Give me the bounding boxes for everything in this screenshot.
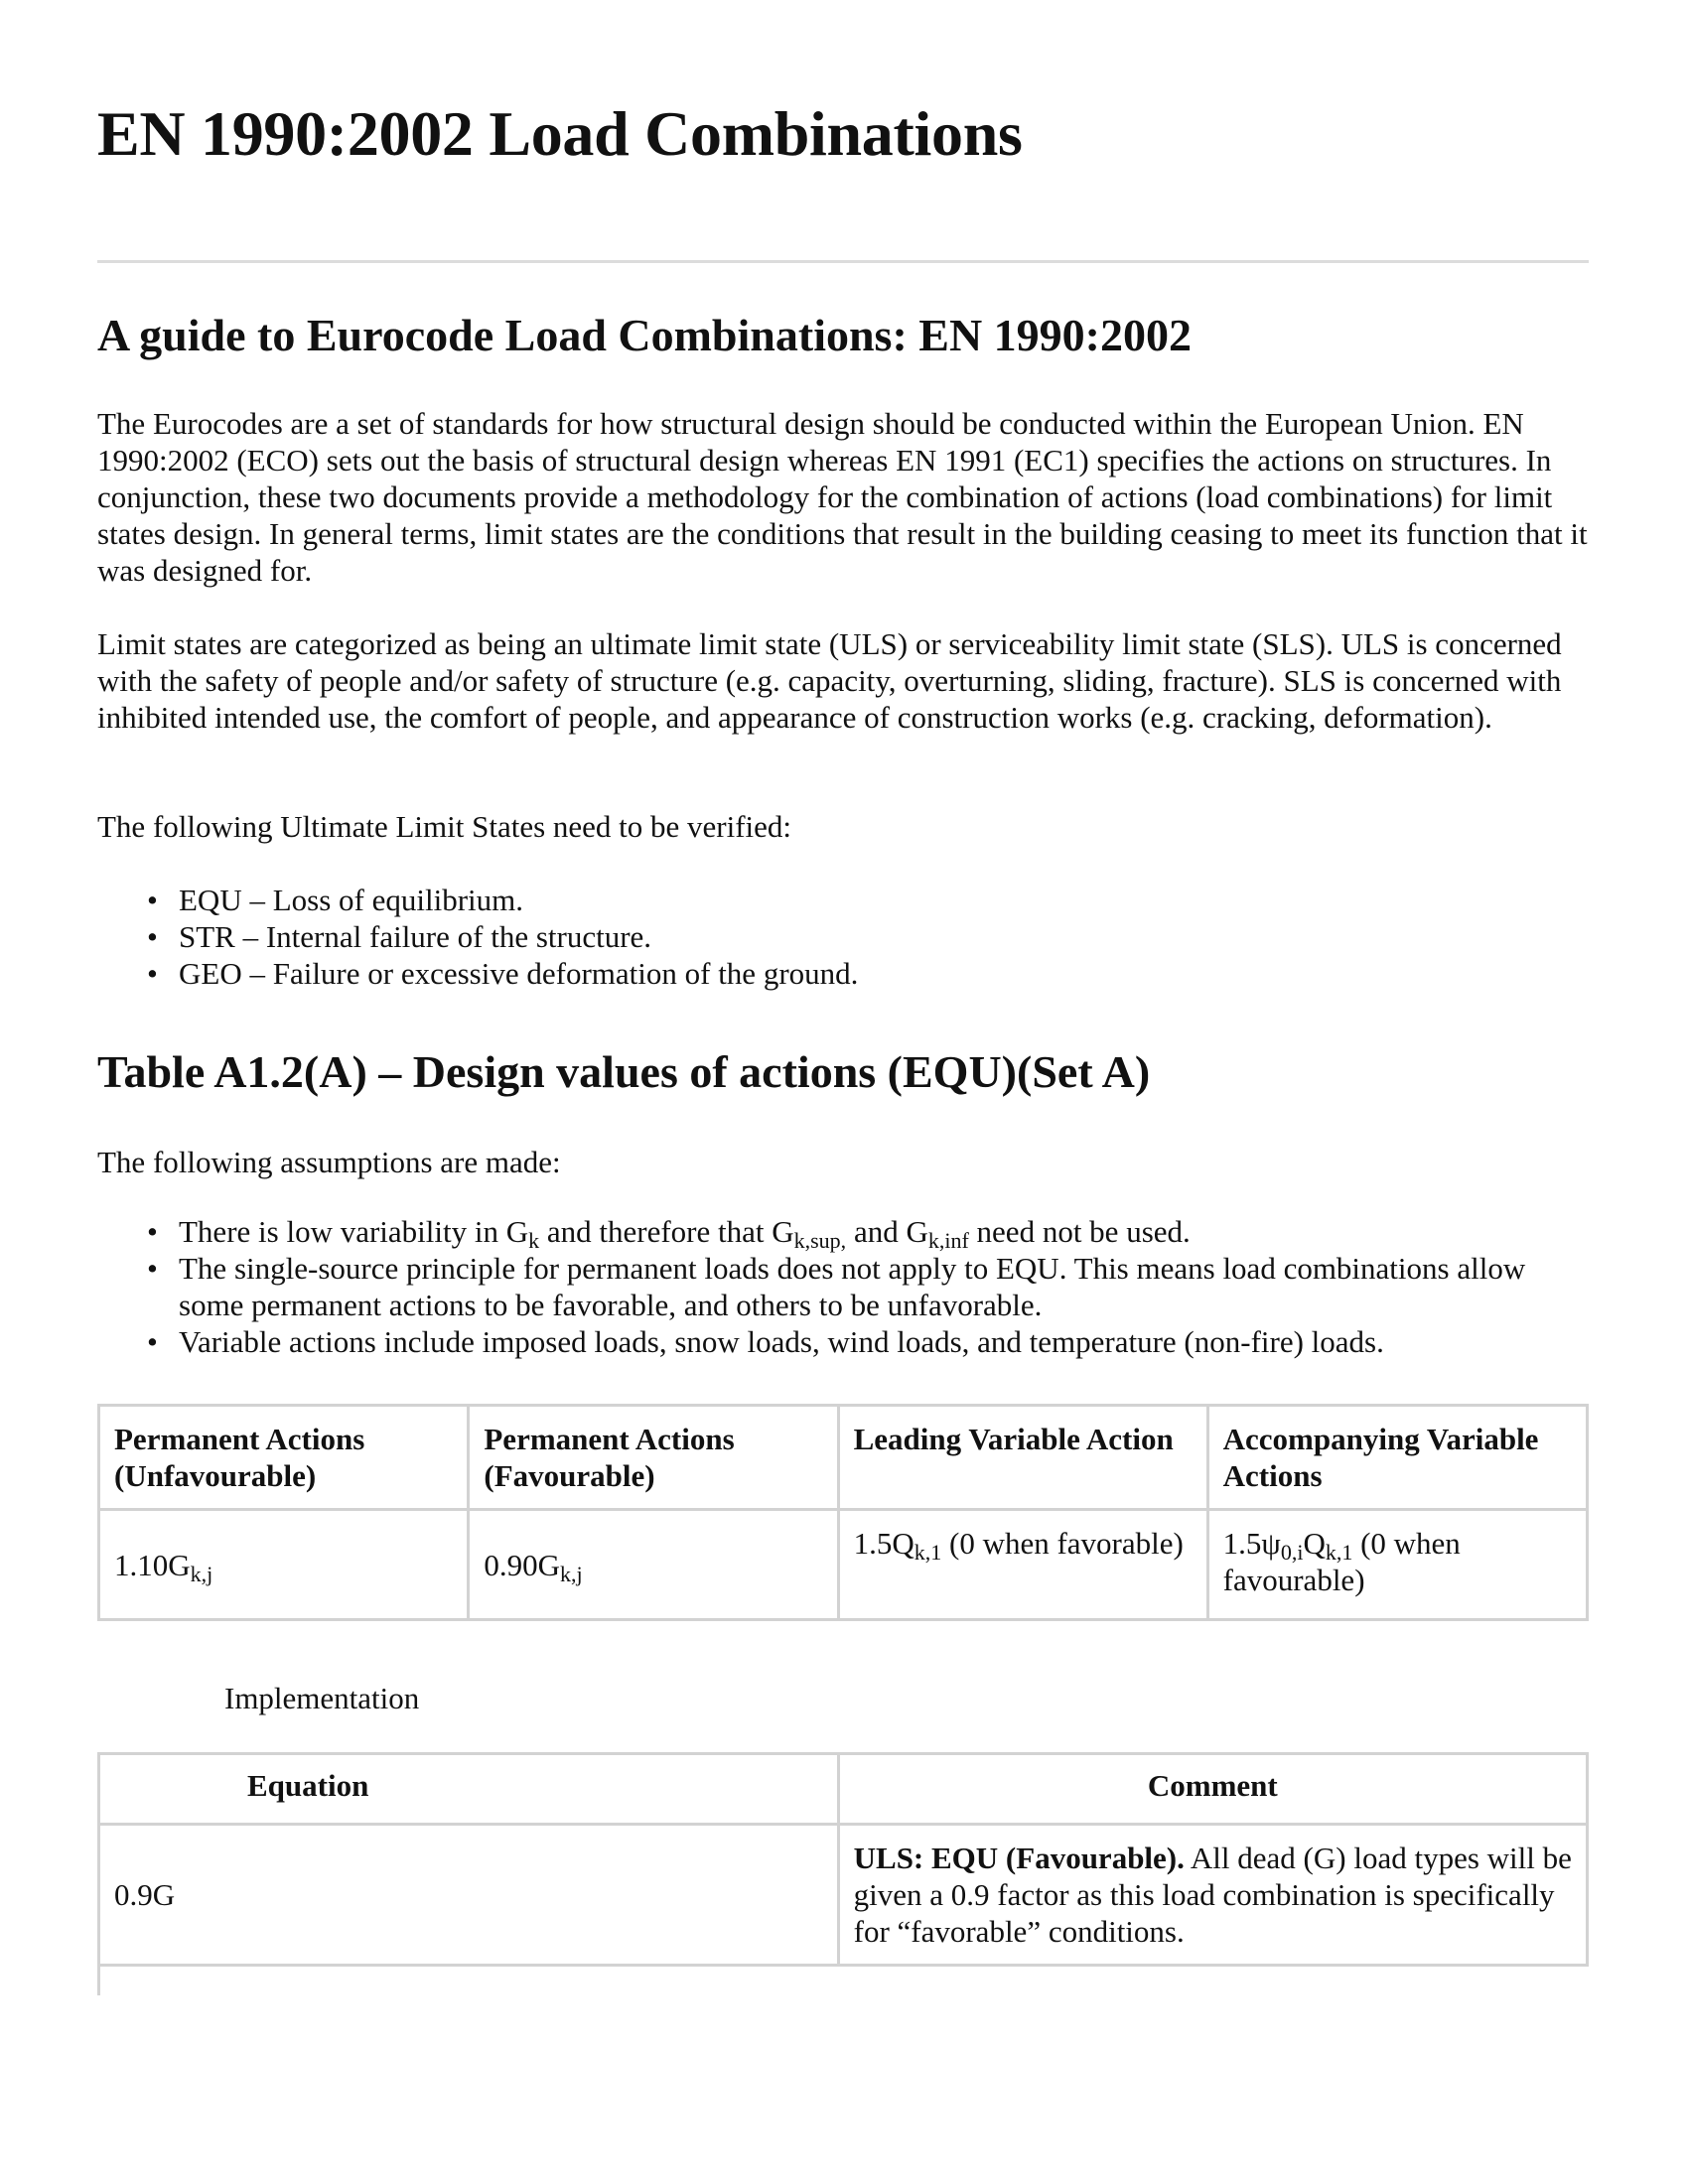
- uls-list: [97, 882, 1589, 992]
- equation-cell: 0.9G: [99, 1825, 839, 1966]
- table-continuation-border: [97, 1962, 100, 1995]
- page-title: EN 1990:2002 Load Combinations: [97, 98, 1023, 169]
- list-item: • The single-source principle for permanent loads does not apply to EQU. This means load combinations allow some permanent actions to be favorable, and others to be unfavorable.: [179, 1250, 1589, 1323]
- list-item: • Variable actions include imposed loads, snow loads, wind loads, and temperature (non-fire) loads.: [179, 1323, 1589, 1360]
- column-header: Permanent Actions (Unfavourable): [99, 1406, 469, 1510]
- implementation-label: Implementation: [224, 1681, 420, 1715]
- assumptions-list: [97, 1213, 1589, 1360]
- column-header: Permanent Actions (Favourable): [469, 1406, 838, 1510]
- limit-states-paragraph: Limit states are categorized as being an ultimate limit state (ULS) or serviceability limit state (SLS). ULS is concerned with the safety of people and/or safety of structure (e.g. capacity, overturning, sliding, fracture). SLS is concerned with inhibited intended use, the comfort of people, and appearance of construction works (e.g. cracking, deformation).: [97, 626, 1562, 735]
- column-header: Comment: [838, 1754, 1587, 1825]
- intro-paragraph: The Eurocodes are a set of standards for how structural design should be conducted within the European Union. EN 1990:2002 (ECO) sets out the basis of structural design whereas EN 1991 (EC1) specifies the actions on structures. In conjunction, these two documents provide a methodology for the combination of actions (load combinations) for limit states design. In general terms, limit states are the conditions that result in the building ceasing to meet its function that it was designed for.: [97, 406, 1588, 588]
- uls-intro-paragraph: The following Ultimate Limit States need to be verified:: [97, 809, 792, 844]
- table-row: [99, 1825, 1588, 1966]
- list-item: • GEO – Failure or excessive deformation of the ground.: [179, 955, 1589, 992]
- table-row: [99, 1510, 1588, 1620]
- design-values-table: [97, 1404, 1589, 1621]
- table-cell: $1.10G_{k,j}$: [99, 1510, 469, 1620]
- implementation-table: [97, 1752, 1589, 1967]
- assumptions-intro: The following assumptions are made:: [97, 1145, 561, 1179]
- list-item: • There is low variability in $G_k$ and therefore that $G_{k,sup,}$ and $G_{k,inf}$ need not be used.: [179, 1213, 1589, 1250]
- table-cell: $0.90G_{k,j}$: [469, 1510, 838, 1620]
- table-header-row: [99, 1754, 1588, 1825]
- horizontal-divider: [97, 260, 1589, 263]
- comment-cell: ULS: EQU (Favourable). All dead (G) load types will be given a 0.9 factor as this load combination is specifically for “favorable” conditions.: [838, 1825, 1587, 1966]
- column-header: Leading Variable Action: [838, 1406, 1207, 1510]
- table-cell: $1.5Q_{k,1}$ (0 when favorable): [838, 1510, 1207, 1620]
- table-header-row: [99, 1406, 1588, 1510]
- list-item: • STR – Internal failure of the structure.: [179, 918, 1589, 955]
- table-cell: $1.5\psi_{0,i}Q_{k,1}$ (0 when favourable): [1207, 1510, 1587, 1620]
- column-header: Equation: [99, 1754, 839, 1825]
- list-item: • EQU – Loss of equilibrium.: [179, 882, 1589, 918]
- table-section-heading: Table A1.2(A) – Design values of actions (EQU)(Set A): [97, 1046, 1151, 1097]
- guide-heading: A guide to Eurocode Load Combinations: EN 1990:2002: [97, 310, 1193, 360]
- column-header: Accompanying Variable Actions: [1207, 1406, 1587, 1510]
